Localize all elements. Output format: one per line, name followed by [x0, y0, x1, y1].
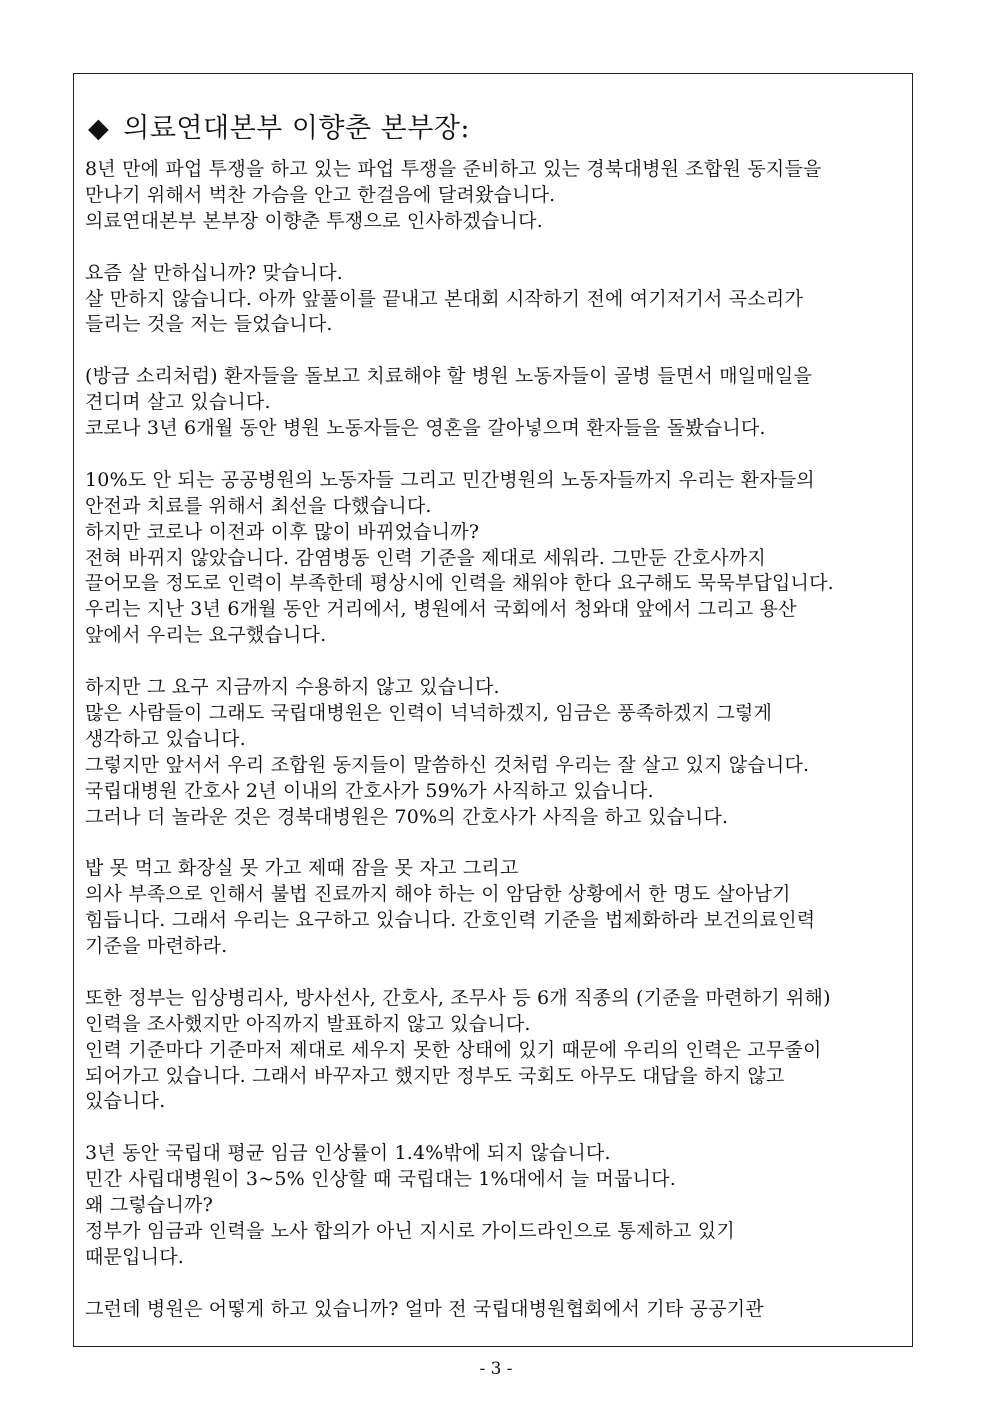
document-frame [73, 73, 913, 1347]
body-line: 민간 사립대병원이 3~5% 인상할 때 국립대는 1%대에서 늘 머뭅니다. [85, 1168, 676, 1191]
body-line: 살 만하지 않습니다. 아까 앞풀이를 끝내고 본대회 시작하기 전에 여기저기서 곡소리가 [85, 287, 804, 310]
body-line: 들리는 것을 저는 들었습니다. [85, 313, 333, 336]
body-line: 인력을 조사했지만 아직까지 발표하지 않고 있습니다. [85, 1012, 531, 1035]
body-line: 밥 못 먹고 화장실 못 가고 제때 잠을 못 자고 그리고 [85, 857, 519, 880]
body-line: 코로나 3년 6개월 동안 병원 노동자들은 영혼을 갈아넣으며 환자들을 돌봤습니다. [85, 417, 766, 439]
body-line: 있습니다. [85, 1090, 166, 1113]
body-line: 그렇지만 앞서서 우리 조합원 동지들이 말씀하신 것처럼 우리는 잘 살고 있지 않습니다. [85, 753, 810, 776]
body-line: 견디며 살고 있습니다. [85, 391, 271, 414]
body-line: 많은 사람들이 그래도 국립대병원은 인력이 넉넉하겠지, 임금은 풍족하겠지 그렇게 [85, 701, 772, 724]
body-line: 8년 만에 파업 투쟁을 하고 있는 파업 투쟁을 준비하고 있는 경북대병원 조합원 동지들을 [85, 158, 822, 180]
body-line: 국립대병원 간호사 2년 이내의 간호사가 59%가 사직하고 있습니다. [85, 779, 654, 802]
body-line: 그러나 더 놀라운 것은 경북대병원은 70%의 간호사가 사직을 하고 있습니다. [85, 805, 729, 828]
body-line: 10%도 안 되는 공공병원의 노동자들 그리고 민간병원의 노동자들까지 우리는 환자들의 [85, 468, 815, 491]
body-line: 안전과 치료를 위해서 최선을 다했습니다. [85, 494, 432, 517]
body-line: 생각하고 있습니다. [85, 727, 246, 750]
body-line: 끌어모을 정도로 인력이 부족한데 평상시에 인력을 채워야 한다 요구해도 묵묵부답입니다. [85, 572, 834, 595]
body-line: 힘듭니다. 그래서 우리는 요구하고 있습니다. 간호인력 기준을 법제화하라 보건의료인력 [85, 909, 816, 932]
body-line: 기준을 마련하라. [85, 935, 228, 957]
body-line: 정부가 임금과 인력을 노사 합의가 아닌 지시로 가이드라인으로 통제하고 있기 [85, 1219, 735, 1242]
body-line: 3년 동안 국립대 평균 임금 인상률이 1.4%밖에 되지 않습니다. [85, 1142, 611, 1165]
diamond-bullet-icon: ◆ [88, 113, 110, 144]
body-line: 되어가고 있습니다. 그래서 바꾸자고 했지만 정부도 국회도 아무도 대답을 하지 않고 [85, 1064, 785, 1087]
body-line: (방금 소리처럼) 환자들을 돌보고 치료해야 할 병원 노동자들이 골병 들면서 매일매일을 [85, 365, 813, 388]
body-line: 하지만 그 요구 지금까지 수용하지 않고 있습니다. [85, 676, 500, 698]
body-line: 인력 기준마다 기준마저 제대로 세우지 못한 상태에 있기 때문에 우리의 인력은 고무줄이 [85, 1038, 822, 1061]
body-line: 그런데 병원은 어떻게 하고 있습니까? 얼마 전 국립대병원협회에서 기타 공공기관 [85, 1297, 764, 1320]
body-line: 또한 정부는 임상병리사, 방사선사, 간호사, 조무사 등 6개 직종의 (기준을 마련하기 위해) [85, 986, 831, 1009]
body-line: 왜 그렇습니까? [85, 1194, 213, 1216]
body-line: 요즘 살 만하십니까? 맞습니다. [85, 261, 343, 284]
body-line: 의사 부족으로 인해서 불법 진료까지 해야 하는 이 암담한 상황에서 한 명도 살아남기 [85, 883, 791, 906]
body-line: 의료연대본부 본부장 이향춘 투쟁으로 인사하겠습니다. [85, 209, 543, 232]
page-number: - 3 - [479, 1359, 513, 1379]
speaker-heading-text: 의료연대본부 이향춘 본부장: [123, 113, 471, 144]
speaker-heading [88, 112, 470, 146]
body-line: 우리는 지난 3년 6개월 동안 거리에서, 병원에서 국회에서 청와대 앞에서 그리고 용산 [85, 598, 797, 621]
body-line: 전혀 바뀌지 않았습니다. 감염병동 인력 기준을 제대로 세워라. 그만둔 간호사까지 [85, 546, 766, 569]
body-line: 만나기 위해서 벅찬 가슴을 안고 한걸음에 달려왔습니다. [85, 183, 556, 206]
body-line: 앞에서 우리는 요구했습니다. [85, 624, 327, 647]
body-line: 하지만 코로나 이전과 이후 많이 바뀌었습니까? [85, 520, 480, 543]
body-line: 때문입니다. [85, 1245, 185, 1268]
